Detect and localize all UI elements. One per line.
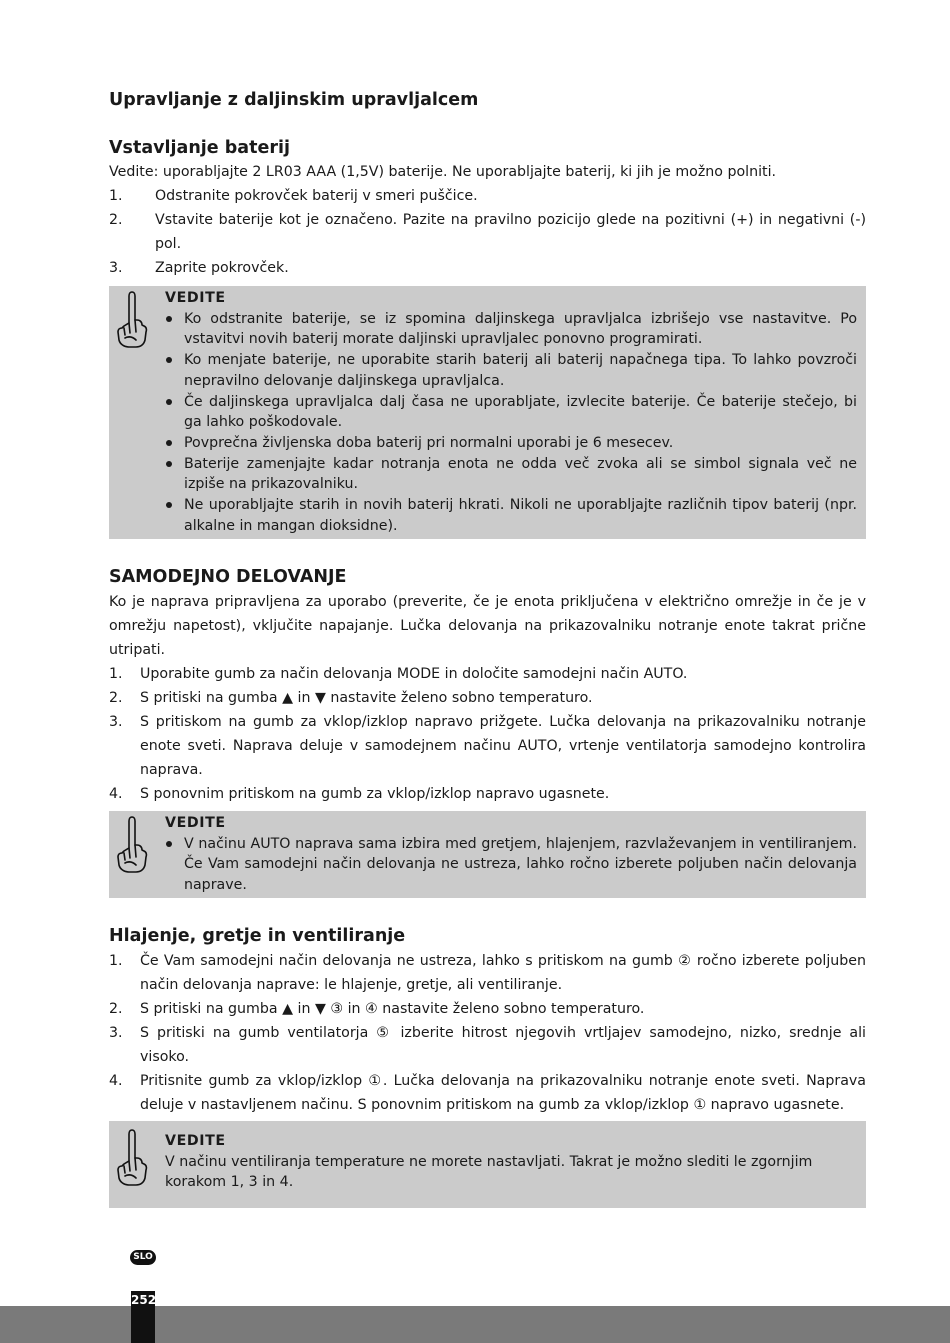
note-box-batteries bbox=[109, 286, 866, 539]
list-item: 3. Zaprite pokrovček. bbox=[109, 260, 289, 276]
auto-mode-intro: Ko je naprava pripravljena za uporabo (preverite, če je enota priključena v električno omrežje in če je v omrežju napetost), vključite napajanje. Lučka delovanja na prikazovalniku notranje enote takrat prične utripati. bbox=[109, 594, 866, 658]
note-title: VEDITE bbox=[165, 290, 226, 306]
auto-mode-steps bbox=[109, 662, 866, 806]
list-item: Če daljinskega upravljalca dalj časa ne uporabljate, izvlecite baterije. Če baterije stečejo, bi ga lahko poškodovale. bbox=[165, 392, 857, 433]
list-item: Ko menjate baterije, ne uporabite starih baterij ali baterij napačnega tipa. To lahko povzroči nepravilno delovanje daljinskega upravljalca. bbox=[165, 350, 857, 391]
cooling-heating-section bbox=[109, 949, 866, 1117]
note-title: VEDITE bbox=[165, 815, 226, 831]
page-number: 252 bbox=[131, 1291, 155, 1343]
list-item: 2. Vstavite baterije kot je označeno. Pazite na pravilno pozicijo glede na pozitivni (+) in negativni (-) pol. bbox=[109, 212, 866, 252]
list-item: 3. S pritiskom na gumb za vklop/izklop napravo prižgete. Lučka delovanja na prikazovalniku notranje enote sveti. Naprava deluje v samodejnem načinu AUTO, vrtenje ventilatorja samodejno kontrolira naprava. bbox=[109, 714, 866, 778]
auto-mode-heading: SAMODEJNO DELOVANJE bbox=[109, 567, 347, 587]
battery-heading: Vstavljanje baterij bbox=[109, 138, 290, 158]
list-item: 1. Če Vam samodejni način delovanja ne ustreza, lahko s pritiskom na gumb ② ročno izberete poljuben način delovanja naprave: le hlajenje, gretje, ali ventiliranje. bbox=[109, 953, 866, 993]
list-item: 2. S pritiski na gumba ▲ in ▼ ③ in ④ nastavite želeno sobno temperaturo. bbox=[109, 1001, 645, 1017]
note-text: V načinu ventiliranja temperature ne morete nastavljati. Takrat je možno slediti le zgornjim korakom 1, 3 in 4. bbox=[165, 1153, 813, 1191]
list-item: Ko odstranite baterije, se iz spomina daljinskega upravljalca izbrišejo vse nastavitve. Po vstavitvi novih baterij morate daljinski upravljalec ponovno programirati. bbox=[165, 309, 857, 350]
list-item: 1. Odstranite pokrovček baterij v smeri puščice. bbox=[109, 188, 478, 204]
language-badge: SLO bbox=[130, 1250, 156, 1265]
note-title: VEDITE bbox=[165, 1133, 226, 1149]
list-item: V načinu AUTO naprava sama izbira med gretjem, hlajenjem, razvlaževanjem in ventiliranjem. Če Vam samodejni način delovanja ne ustreza, lahko ročno izberete poljuben način delovanja naprave. bbox=[165, 834, 857, 896]
note-list bbox=[165, 309, 857, 537]
list-item: 4. S ponovnim pritiskom na gumb za vklop/izklop napravo ugasnete. bbox=[109, 786, 610, 802]
list-item: Ne uporabljajte starih in novih baterij hkrati. Nikoli ne uporabljajte različnih tipov baterij (npr. alkalne in mangan dioksidne). bbox=[165, 495, 857, 536]
cooling-heating-steps bbox=[109, 949, 866, 1117]
list-item: 2. S pritiski na gumba ▲ in ▼ nastavite želeno sobno temperaturo. bbox=[109, 690, 593, 706]
battery-intro: Vedite: uporabljajte 2 LR03 AAA (1,5V) baterije. Ne uporabljajte baterij, ki jih je možno polniti. bbox=[109, 164, 777, 180]
list-item: 4. Pritisnite gumb za vklop/izklop ①. Lučka delovanja na prikazovalniku notranje enote sveti. Naprava deluje v nastavljenem načinu. S ponovnim pritiskom na gumb za vklop/izklop ① napravo ugasnete. bbox=[109, 1073, 866, 1113]
auto-mode-section bbox=[109, 590, 866, 806]
pointing-hand-icon bbox=[115, 1128, 149, 1186]
list-item: Baterije zamenjajte kadar notranja enota ne odda več zvoka ali se simbol signala več ne izpiše na prikazovalniku. bbox=[165, 454, 857, 495]
cooling-heating-heading: Hlajenje, gretje in ventiliranje bbox=[109, 926, 406, 946]
list-item: 3. S pritiski na gumb ventilatorja ⑤ izberite hitrost njegovih vrtljajev samodejno, nizko, srednje ali visoko. bbox=[109, 1025, 866, 1065]
page-heading: Upravljanje z daljinskim upravljalcem bbox=[109, 90, 479, 110]
battery-steps bbox=[109, 184, 866, 280]
note-box-ventilation bbox=[109, 1121, 866, 1208]
note-list bbox=[165, 834, 857, 896]
list-item: Povprečna življenska doba baterij pri normalni uporabi je 6 mesecev. bbox=[165, 433, 857, 454]
battery-section bbox=[109, 160, 866, 280]
note-box-auto bbox=[109, 811, 866, 898]
pointing-hand-icon bbox=[115, 290, 149, 348]
list-item: 1. Uporabite gumb za način delovanja MODE in določite samodejni način AUTO. bbox=[109, 666, 688, 682]
pointing-hand-icon bbox=[115, 815, 149, 873]
